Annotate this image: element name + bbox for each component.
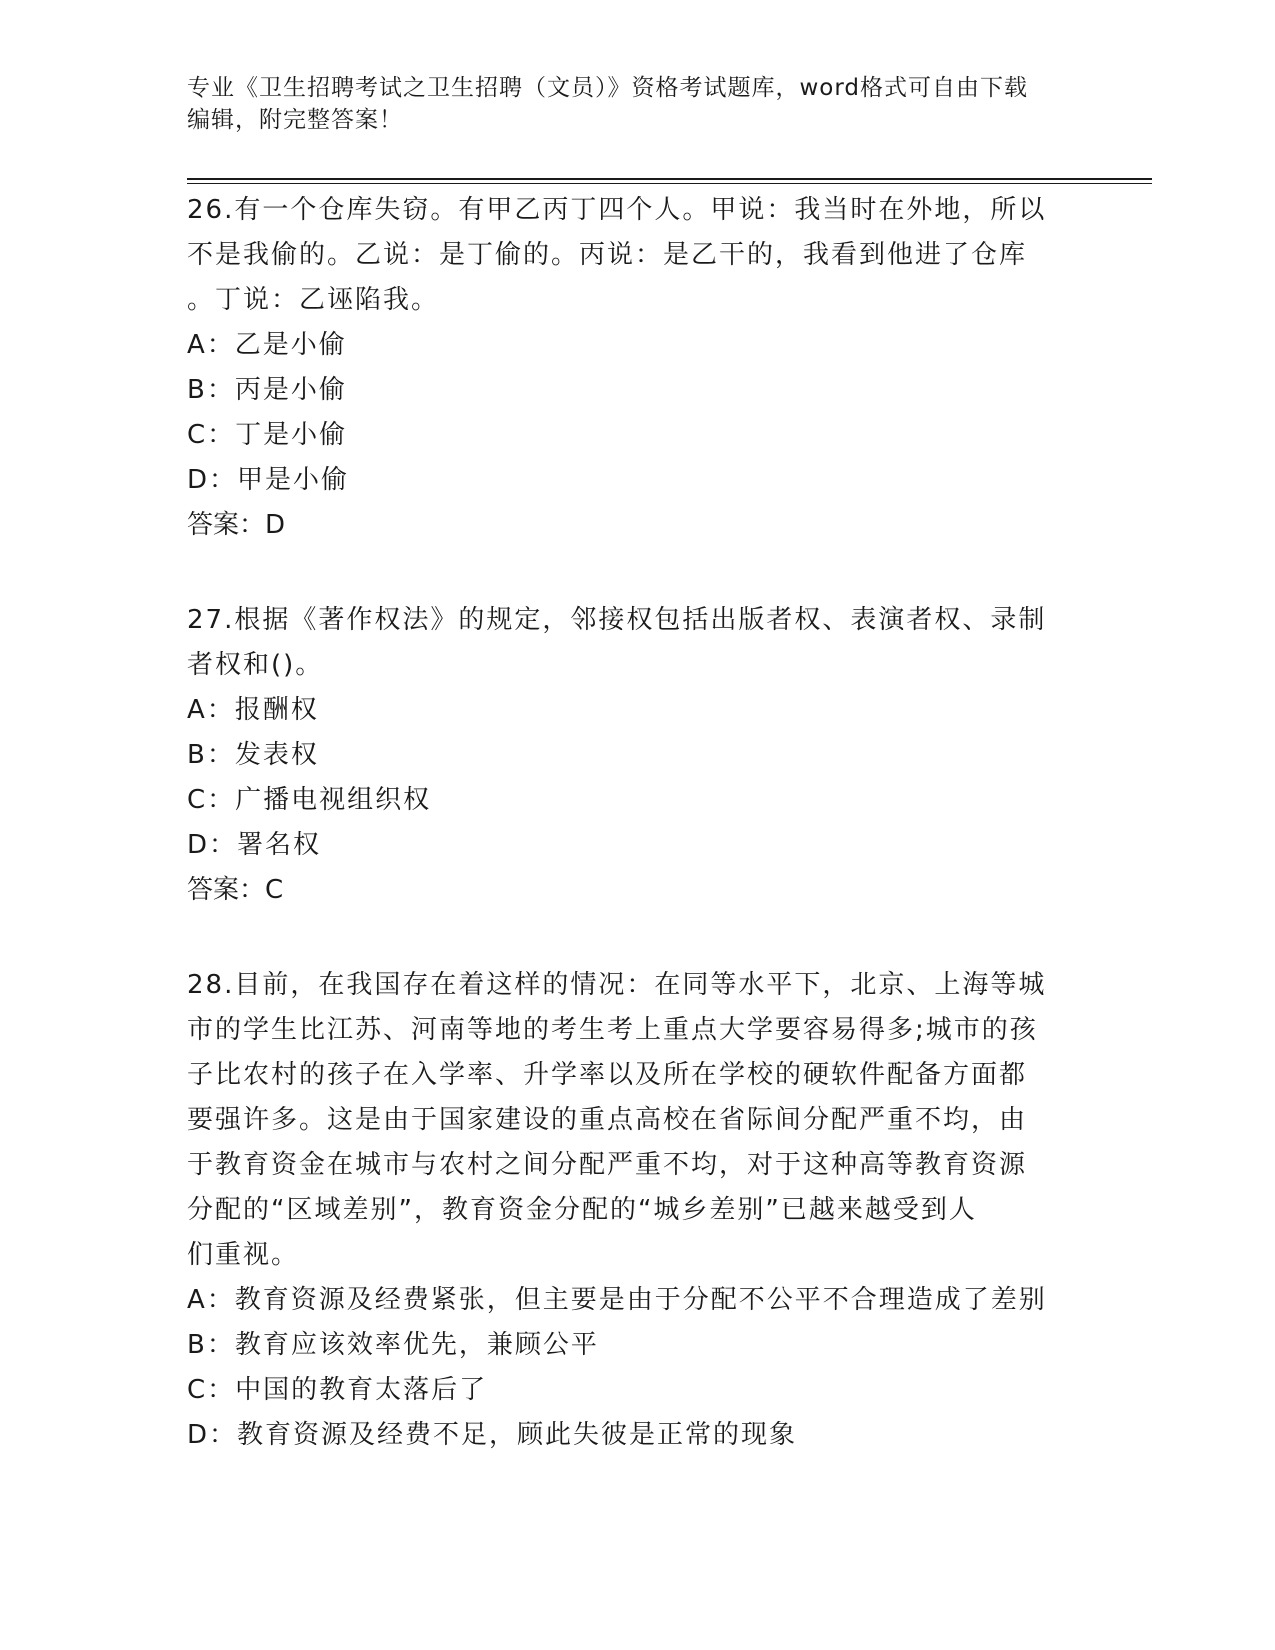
answer-label: 答案：D xyxy=(187,510,286,540)
answer-label: 答案：C xyxy=(187,875,284,905)
option-a: A：报酬权 xyxy=(187,695,319,725)
header-line-1: 专业《卫生招聘考试之卫生招聘（文员）》资格考试题库，word格式可自由下载 xyxy=(187,75,1029,101)
header-divider-thin xyxy=(187,183,1152,184)
question-list xyxy=(187,188,1087,1508)
question-stem: 28.目前，在我国存在着这样的情况：在同等水平下，北京、上海等城 市的学生比江苏、河南等地的考生考上重点大学要容易得多;城市的孩 子比农村的孩子在入学率、升学率以及所在学校的硬软件配备方面都 要强许多。这是由于国家建设的重点高校在省际间分配严重不均，由 于教育资金在城市与农村之间分配严重不均，对于这种高等教育资源 分配的“区域差别”，教育资金分配的“城乡差别”已越来越受到人 们重视。 xyxy=(187,970,1047,1270)
option-c: C：中国的教育太落后了 xyxy=(187,1375,488,1405)
option-d: D：甲是小偷 xyxy=(187,465,350,495)
option-b: B：丙是小偷 xyxy=(187,375,347,405)
header-line-2: 编辑，附完整答案！ xyxy=(187,107,403,133)
question-26 xyxy=(187,188,1087,548)
option-c: C：丁是小偷 xyxy=(187,420,348,450)
option-d: D：署名权 xyxy=(187,830,322,860)
option-c: C：广播电视组织权 xyxy=(187,785,432,815)
option-a: A：乙是小偷 xyxy=(187,330,347,360)
question-stem: 26.有一个仓库失窃。有甲乙丙丁四个人。甲说：我当时在外地，所以 不是我偷的。乙说：是丁偷的。丙说：是乙干的，我看到他进了仓库 。丁说：乙诬陷我。 xyxy=(187,195,1047,315)
question-27 xyxy=(187,598,1087,913)
option-d: D：教育资源及经费不足，顾此失彼是正常的现象 xyxy=(187,1420,798,1450)
option-a: A：教育资源及经费紧张，但主要是由于分配不公平不合理造成了差别 xyxy=(187,1285,1047,1315)
option-b: B：发表权 xyxy=(187,740,319,770)
header-divider xyxy=(187,178,1152,180)
question-stem: 27.根据《著作权法》的规定，邻接权包括出版者权、表演者权、录制 者权和()。 xyxy=(187,605,1047,680)
option-b: B：教育应该效率优先，兼顾公平 xyxy=(187,1330,599,1360)
document-header xyxy=(187,72,1067,136)
question-28 xyxy=(187,963,1087,1458)
